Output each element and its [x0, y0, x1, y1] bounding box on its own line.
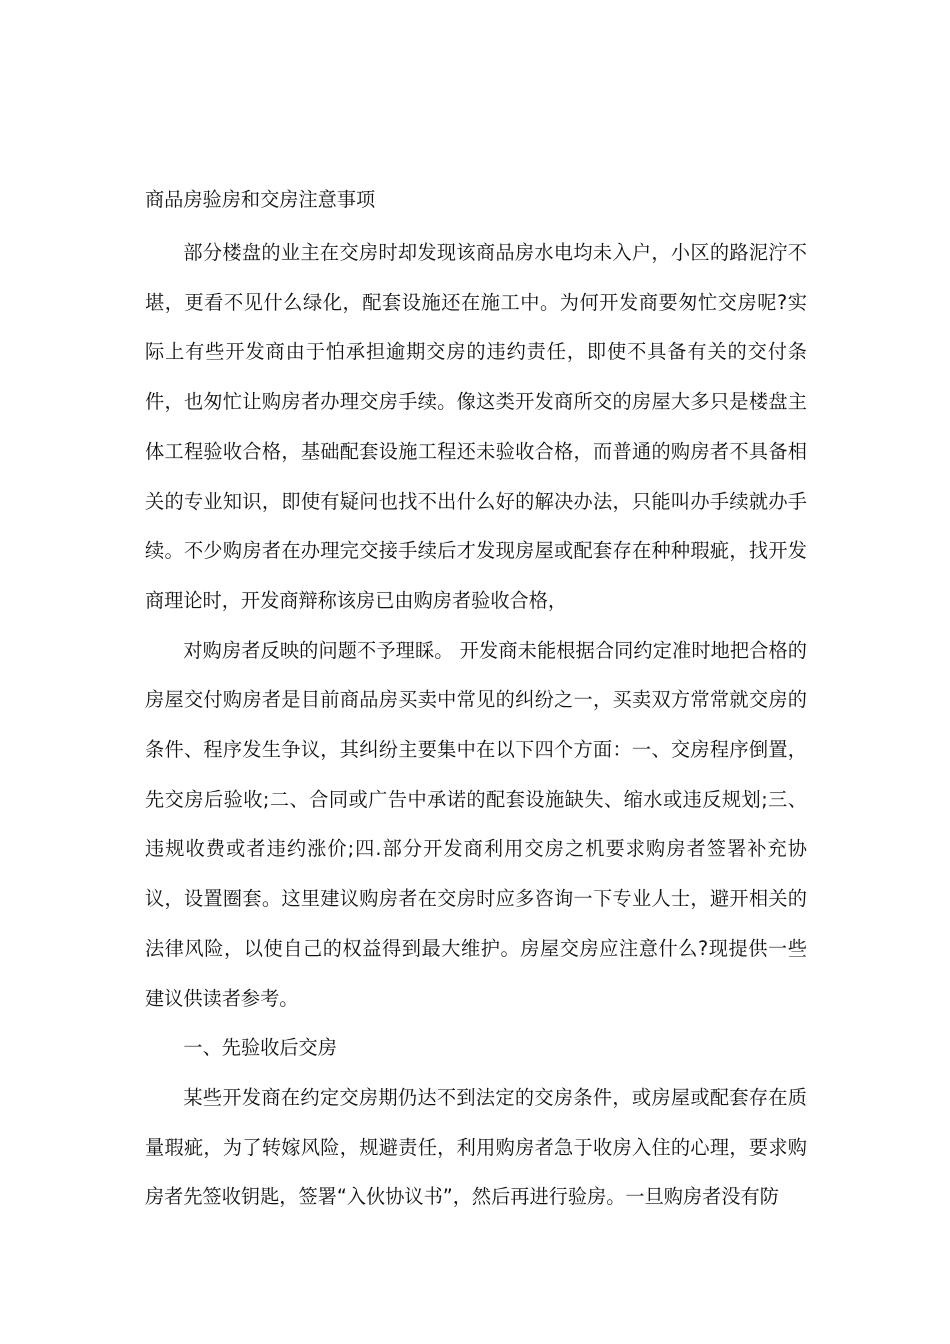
body-paragraph-1: 部分楼盘的业主在交房时却发现该商品房水电均未入户，小区的路泥泞不堪，更看不见什么绿化，配套设施还在施工中。为何开发商要匆忙交房呢?实际上有些开发商由于怕承担逾期交房的违约责任，即使不具备有关的交付条件，也匆忙让购房者办理交房手续。像这类开发商所交的房屋大多只是楼盘主体工程验收合格，基础配套设施工程还未验收合格，而普通的购房者不具备相关的专业知识，即使有疑问也找不出什么好的解决办法，只能叫办手续就办手续。不少购房者在办理完交接手续后才发现房屋或配套存在种种瑕疵，找开发商理论时，开发商辩称该房已由购房者验收合格， — [145, 241, 807, 612]
document-title: 商品房验房和交房注意事项 — [145, 188, 376, 211]
document-body — [145, 180, 807, 1222]
section-1-paragraph: 某些开发商在约定交房期仍达不到法定的交房条件，或房屋或配套存在质量瑕疵，为了转嫁风险，规避责任，利用购房者急于收房入住的心理，要求购房者先签收钥匙，签署“入伙协议书”，然后再进行验房。一旦购房者没有防 — [145, 1085, 807, 1209]
body-paragraph-2: 对购房者反映的问题不予理睬。 开发商未能根据合同约定准时地把合格的房屋交付购房者是目前商品房买卖中常见的纠纷之一，买卖双方常常就交房的条件、程序发生争议，其纠纷主要集中在以下四个方面：一、交房程序倒置，先交房后验收;二、合同或广告中承诺的配套设施缺失、缩水或违反规划;三、违规收费或者违约涨价;四.部分开发商利用交房之机要求购房者签署补充协议，设置圈套。这里建议购房者在交房时应多咨询一下专业人士，避开相关的法律风险，以使自己的权益得到最大维护。房屋交房应注意什么?现提供一些建议供读者参考。 — [145, 638, 807, 1010]
section-heading-1: 一、先验收后交房 — [183, 1036, 337, 1060]
